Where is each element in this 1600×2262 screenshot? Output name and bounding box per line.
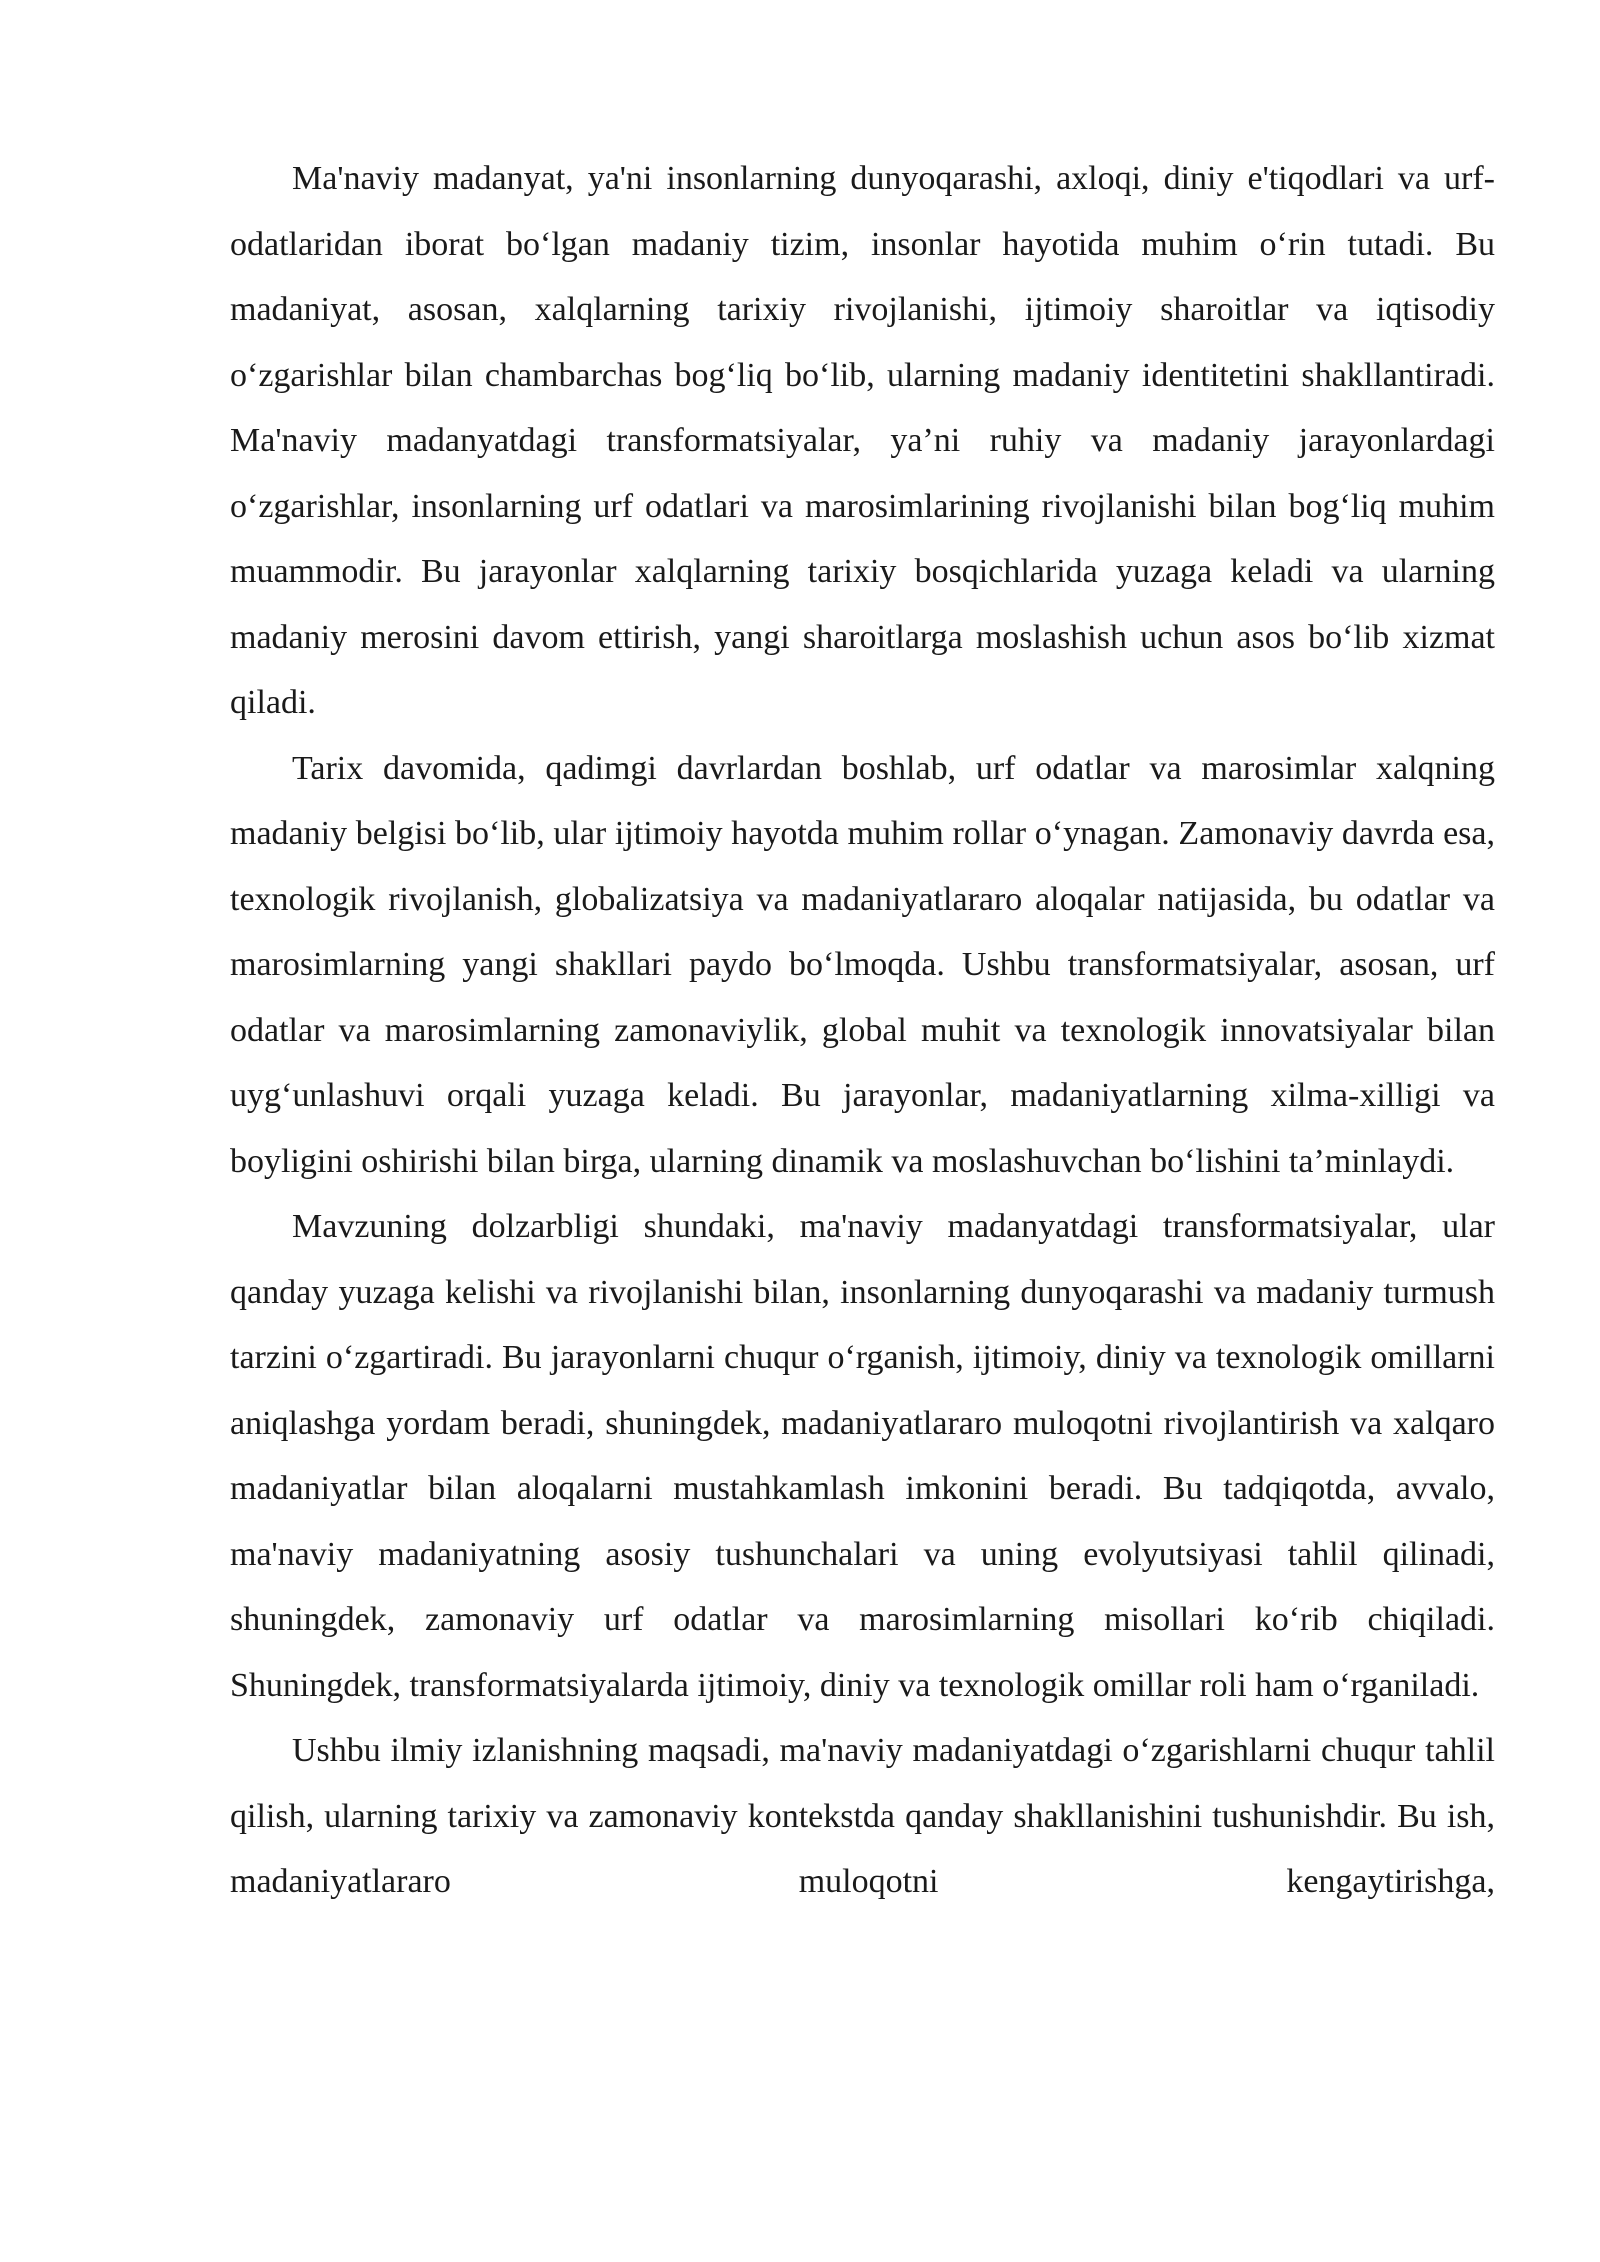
document-body [230,146,1495,1915]
paragraph-1: Ma'naviy madanyat, ya'ni insonlarning dunyoqarashi, axloqi, diniy e'tiqodlari va urf-odatlaridan iborat bo‘lgan madaniy tizim, insonlar hayotida muhim o‘rin tutadi. Bu madaniyat, asosan, xalqlarning tarixiy rivojlanishi, ijtimoiy sharoitlar va iqtisodiy o‘zgarishlar bilan chambarchas bog‘liq bo‘lib, ularning madaniy identitetini shakllantiradi. Ma'naviy madanyatdagi transformatsiyalar, ya’ni ruhiy va madaniy jarayonlardagi o‘zgarishlar, insonlarning urf odatlari va marosimlarining rivojlanishi bilan bog‘liq muhim muammodir. Bu jarayonlar xalqlarning tarixiy bosqichlarida yuzaga keladi va ularning madaniy merosini davom ettirish, yangi sharoitlarga moslashish uchun asos bo‘lib xizmat qiladi. [230,160,1495,721]
paragraph-3: Mavzuning dolzarbligi shundaki, ma'naviy madanyatdagi transformatsiyalar, ular qanday yuzaga kelishi va rivojlanishi bilan, insonlarning dunyoqarashi va madaniy turmush tarzini o‘zgartiradi. Bu jarayonlarni chuqur o‘rganish, ijtimoiy, diniy va texnologik omillarni aniqlashga yordam beradi, shuningdek, madaniyatlararo muloqotni rivojlantirish va xalqaro madaniyatlar bilan aloqalarni mustahkamlash imkonini beradi. Bu tadqiqotda, avvalo, ma'naviy madaniyatning asosiy tushunchalari va uning evolyutsiyasi tahlil qilinadi, shuningdek, zamonaviy urf odatlar va marosimlarning misollari ko‘rib chiqiladi. Shuningdek, transformatsiyalarda ijtimoiy, diniy va texnologik omillar roli ham o‘rganiladi. [230,1208,1495,1704]
paragraph-4: Ushbu ilmiy izlanishning maqsadi, ma'naviy madaniyatdagi o‘zgarishlarni chuqur tahlil qilish, ularning tarixiy va zamonaviy kontekstda qanday shakllanishini tushunishdir. Bu ish, madaniyatlararo muloqotni kengaytirishga, [230,1732,1495,1900]
paragraph-2: Tarix davomida, qadimgi davrlardan boshlab, urf odatlar va marosimlar xalqning madaniy belgisi bo‘lib, ular ijtimoiy hayotda muhim rollar o‘ynagan. Zamonaviy davrda esa, texnologik rivojlanish, globalizatsiya va madaniyatlararo aloqalar natijasida, bu odatlar va marosimlarning yangi shakllari paydo bo‘lmoqda. Ushbu transformatsiyalar, asosan, urf odatlar va marosimlarning zamonaviylik, global muhit va texnologik innovatsiyalar bilan uyg‘unlashuvi orqali yuzaga keladi. Bu jarayonlar, madaniyatlarning xilma-xilligi va boyligini oshirishi bilan birga, ularning dinamik va moslashuvchan bo‘lishini ta’minlaydi. [230,749,1495,1180]
